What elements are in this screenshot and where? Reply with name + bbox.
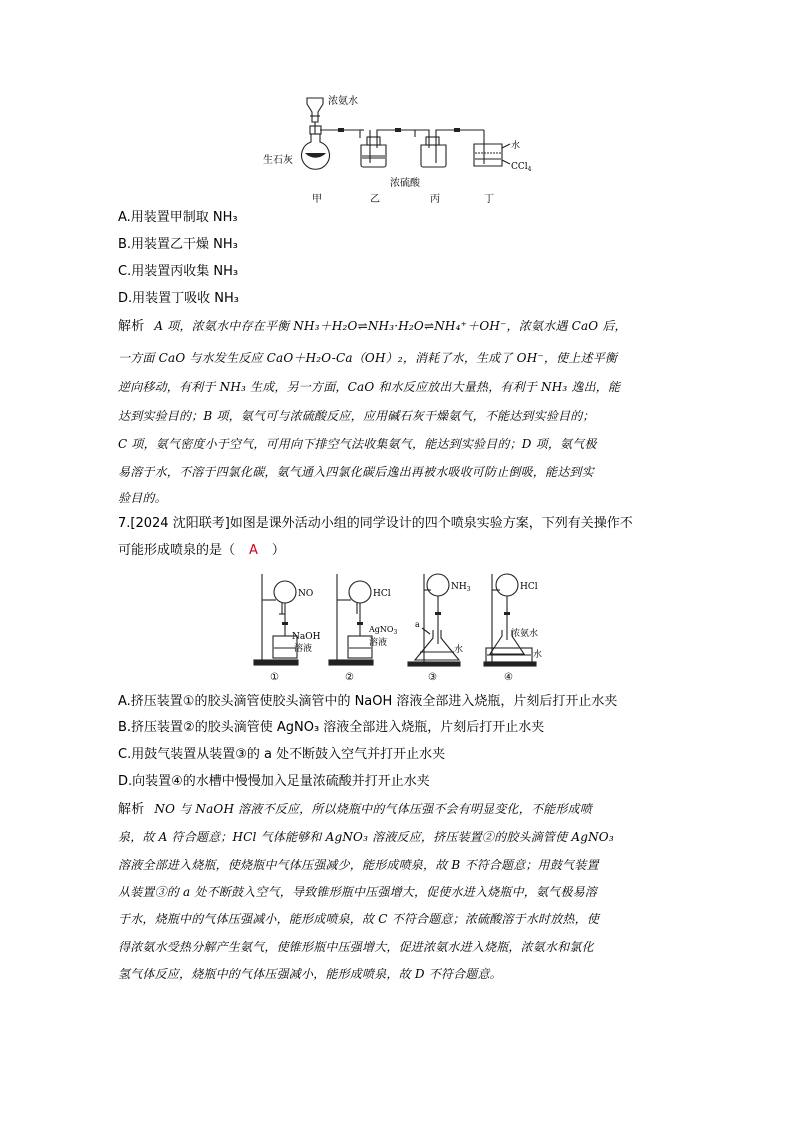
q6-analysis-line xyxy=(118,318,627,335)
q7-analysis-line: 得浓氨水受热分解产生氨气，使锥形瓶中压强增大，促进浓氨水进入烧瓶，浓氨水和氯化 xyxy=(118,940,594,954)
label-naoh-1: NaOH xyxy=(292,632,321,642)
q6-analysis-text: A 项，浓氨水中存在平衡 NH₃＋H₂O⇌NH₃·H₂O⇌NH₄⁺＋OH⁻，浓氨水遇 CaO 后， xyxy=(154,319,627,333)
label-reagent: 浓氨水 xyxy=(328,96,358,107)
q7-analysis-label: 解析 xyxy=(118,802,145,817)
label-a: a xyxy=(415,620,420,629)
label-ccl4: CCl xyxy=(511,162,528,172)
q7-analysis-line: 于水，烧瓶中的气体压强减小，能形成喷泉，故 C 不符合题意；浓硫酸溶于水时放热，使 xyxy=(118,912,600,926)
label-conc-ammonia: 浓氨水 xyxy=(511,629,539,639)
q7-analysis-line: 溶液全部进入烧瓶，使烧瓶中气体压强减少，能形成喷泉，故 B 不符合题意；用鼓气装置 xyxy=(118,858,599,872)
label-acid: 浓硫酸 xyxy=(390,178,420,189)
q6-option-d: D.用装置丁吸收 NH₃ xyxy=(118,291,239,306)
q6-option-a: A.用装置甲制取 NH₃ xyxy=(118,210,238,225)
fountain-figure xyxy=(248,570,548,685)
label-agno3-sub: 3 xyxy=(393,629,398,636)
label-bing: 丙 xyxy=(430,194,440,205)
label-naoh-2: 溶液 xyxy=(294,644,313,654)
svg-text:AgNO3 xyxy=(368,625,397,636)
q7-analysis-line xyxy=(118,801,592,818)
q7-answer: A xyxy=(249,543,258,558)
label-setup-3: ③ xyxy=(428,672,437,683)
label-water-4: 水 xyxy=(533,650,543,660)
q7-stem-line1: 7.[2024 沈阳联考]如图是课外活动小组的同学设计的四个喷泉实验方案，下列有关操作不 xyxy=(118,516,633,531)
label-nh3-sub: 3 xyxy=(466,586,471,593)
label-nh3: NH xyxy=(451,582,467,592)
q7-option-c: C.用鼓气装置从装置③的 a 处不断鼓入空气并打开止水夹 xyxy=(118,747,446,762)
q6-analysis-line: 达到实验目的；B 项，氨气可与浓硫酸反应，应用碱石灰干燥氨气，不能达到实验目的； xyxy=(118,409,595,423)
q6-analysis-line: C 项，氨气密度小于空气，可用向下排空气法收集氨气，能达到实验目的；D 项，氨气极 xyxy=(118,437,597,451)
q6-analysis-line: 逆向移动，有利于 NH₃ 生成，另一方面，CaO 和水反应放出大量热，有利于 NH₃ 逸出，能 xyxy=(118,380,621,394)
q7-stem-line2 xyxy=(118,543,285,559)
label-setup-4: ④ xyxy=(504,672,513,683)
label-no: NO xyxy=(298,589,314,599)
label-ding: 丁 xyxy=(484,194,494,205)
q6-option-c: C.用装置丙收集 NH₃ xyxy=(118,264,239,279)
q6-option-b: B.用装置乙干燥 NH₃ xyxy=(118,237,238,252)
label-jia: 甲 xyxy=(312,194,322,205)
label-setup-2: ② xyxy=(345,672,354,683)
label-ccl4-sub: 4 xyxy=(527,166,532,173)
q7-analysis-line: 氢气体反应，烧瓶中的气体压强减小，能形成喷泉，故 D 不符合题意。 xyxy=(118,967,502,981)
label-water-3: 水 xyxy=(454,645,464,655)
svg-text:NH3 xyxy=(451,582,471,593)
q7-option-b: B.挤压装置②的胶头滴管使 AgNO₃ 溶液全部进入烧瓶，片刻后打开止水夹 xyxy=(118,720,545,735)
q7-stem-post: ） xyxy=(271,543,285,558)
label-agno3-2: 溶液 xyxy=(369,638,388,648)
q6-analysis-line: 易溶于水，不溶于四氯化碳，氨气通入四氯化碳后逸出再被水吸收可防止倒吸，能达到实 xyxy=(118,465,594,479)
q6-analysis-line: 验目的。 xyxy=(118,491,167,505)
q7-analysis-line: 从装置③的 a 处不断鼓入空气，导致锥形瓶中压强增大，促使水进入烧瓶中，氨气极易溶 xyxy=(118,885,597,899)
svg-text:CCl4 xyxy=(511,162,532,173)
q7-analysis-text: NO 与 NaOH 溶液不反应，所以烧瓶中的气体压强不会有明显变化，不能形成喷 xyxy=(154,802,592,816)
label-hcl-2: HCl xyxy=(373,589,391,599)
label-setup-1: ① xyxy=(270,672,279,683)
q6-analysis-line: 一方面 CaO 与水发生反应 CaO＋H₂O-Ca（OH）₂，消耗了水，生成了 OH⁻，使上述平衡 xyxy=(118,351,618,365)
label-yi: 乙 xyxy=(370,194,380,205)
label-solid: 生石灰 xyxy=(263,155,293,166)
q7-stem-pre: 可能形成喷泉的是（ xyxy=(118,543,236,558)
label-hcl-4: HCl xyxy=(520,582,538,592)
q7-option-d: D.向装置④的水槽中慢慢加入足量浓硫酸并打开止水夹 xyxy=(118,774,430,789)
apparatus-figure-1 xyxy=(258,90,538,208)
q7-option-a: A.挤压装置①的胶头滴管使胶头滴管中的 NaOH 溶液全部进入烧瓶，片刻后打开止水夹 xyxy=(118,694,618,709)
q7-analysis-line: 泉，故 A 符合题意；HCl 气体能够和 AgNO₃ 溶液反应，挤压装置②的胶头滴管使 AgNO₃ xyxy=(118,830,614,844)
label-water: 水 xyxy=(511,141,521,151)
label-agno3: AgNO xyxy=(369,625,394,634)
q6-analysis-label: 解析 xyxy=(118,319,145,334)
